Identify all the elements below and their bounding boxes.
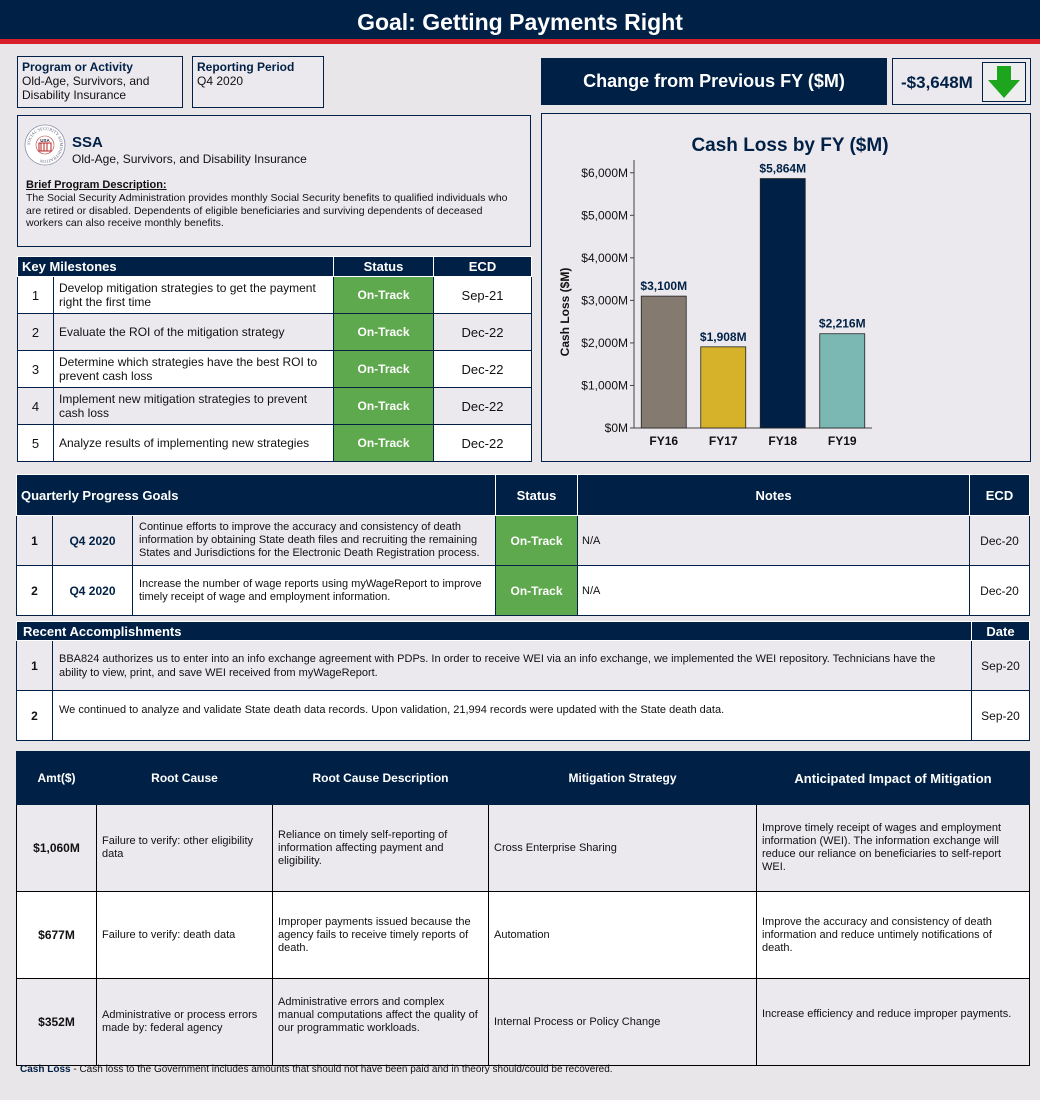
root-cause-description: Administrative errors and complex manual computations affect the quality of our programmatic workloads. [273,979,489,1066]
x-tick-label: FY16 [649,434,679,448]
milestone-number: 3 [18,351,54,388]
quarterly-goals-table [16,474,1030,616]
goal-ecd: Dec-20 [970,516,1030,566]
bar [820,334,865,428]
table-row [17,805,1030,892]
milestone-text: Implement new mitigation strategies to prevent cash loss [54,388,334,425]
description-text: The Social Security Administration provides monthly Social Security benefits to qualified individuals who are retired or disabled. Dependents of eligible beneficiaries and surviving dependents of deceased workers can also receive monthly benefits. [26,192,508,229]
mitigation-strategy-header: Mitigation Strategy [489,752,757,805]
y-tick-label: $2,000M [581,335,628,350]
status-badge: On-Track [496,566,578,616]
svg-text:SOCIAL SECURITY ADMINISTRATION: SOCIAL SECURITY ADMINISTRATION [25,125,65,165]
footnote-term: Cash Loss [20,1064,71,1075]
accomplishment-number: 2 [17,691,53,741]
milestone-ecd: Dec-22 [434,388,532,425]
goal-number: 1 [17,516,53,566]
anticipated-impact: Improve timely receipt of wages and employment information (WEI). The information exchange will reduce our reliance on beneficiaries to self-report WEI. [757,805,1030,892]
status-badge: On-Track [334,277,434,314]
root-cause-amount: $677M [17,892,97,979]
status-badge: On-Track [334,425,434,462]
anticipated-impact: Improve the accuracy and consistency of death information and reduce untimely notifications of death. [757,892,1030,979]
mitigation-strategy: Automation [489,892,757,979]
agency-program: Old-Age, Survivors, and Disability Insurance [72,152,307,166]
agency-name: SSA [72,134,103,151]
milestones-table [17,256,532,462]
change-value: -$3,648M [901,73,973,92]
chart-title: Cash Loss by FY ($M) [691,135,889,156]
status-badge: On-Track [334,351,434,388]
goal-notes: N/A [578,516,970,566]
root-cause: Administrative or process errors made by: federal agency [97,979,273,1066]
cash-loss-chart [542,114,1030,461]
period-label: Reporting Period [197,60,295,74]
quarterly-header: Quarterly Progress Goals [17,475,496,516]
y-tick-label: $1,000M [581,378,628,393]
y-tick-label: $0M [604,421,628,435]
y-tick-label: $6,000M [581,165,628,180]
page-title: Goal: Getting Payments Right [0,0,1040,44]
table-row [18,277,532,314]
status-badge: On-Track [334,388,434,425]
root-cause-table [16,751,1030,1066]
milestone-ecd: Dec-22 [434,314,532,351]
footnote [20,1064,613,1075]
milestone-ecd: Dec-22 [434,351,532,388]
root-cause-description: Reliance on timely self-reporting of information affecting payment and eligibility. [273,805,489,892]
root-cause-amount: $352M [17,979,97,1066]
change-value-box [892,58,1031,105]
goal-number: 2 [17,566,53,616]
milestone-text: Analyze results of implementing new strategies [54,425,334,462]
milestone-number: 2 [18,314,54,351]
footnote-text: - Cash loss to the Government includes amounts that should not have been paid and in theory should/could be recovered. [70,1064,613,1075]
mitigation-strategy: Cross Enterprise Sharing [489,805,757,892]
period-value: Q4 2020 [197,74,244,88]
table-row [17,691,1030,741]
goal-text: Increase the number of wage reports using myWageReport to improve timely receipt of wage and employment information. [133,566,496,616]
milestone-text: Develop mitigation strategies to get the payment right the first time [54,277,334,314]
goal-notes: N/A [578,566,970,616]
milestones-header: Key Milestones [18,257,334,277]
quarterly-status-header: Status [496,475,578,516]
root-cause-description-header: Root Cause Description [273,752,489,805]
bar [641,296,686,428]
root-cause-description: Improper payments issued because the agency fails to receive timely reports of death. [273,892,489,979]
description-label: Brief Program Description: [26,179,167,191]
mitigation-strategy: Internal Process or Policy Change [489,979,757,1066]
milestone-number: 1 [18,277,54,314]
table-row [18,314,532,351]
table-row [17,892,1030,979]
root-cause-header: Root Cause [97,752,273,805]
data-label: $1,908M [699,329,747,344]
x-tick-label: FY17 [708,434,738,448]
status-badge: On-Track [334,314,434,351]
table-row [17,516,1030,566]
program-description-box [17,115,531,247]
accomplishments-date-header: Date [972,622,1030,641]
root-cause: Failure to verify: other eligibility data [97,805,273,892]
anticipated-impact: Increase efficiency and reduce improper payments. [757,979,1030,1066]
bar [760,179,805,428]
down-arrow-icon [982,62,1026,102]
status-badge: On-Track [496,516,578,566]
accomplishments-header: Recent Accomplishments [17,622,972,641]
milestone-ecd: Dec-22 [434,425,532,462]
bar [701,347,746,428]
goal-quarter: Q4 2020 [53,516,133,566]
milestone-text: Evaluate the ROI of the mitigation strategy [54,314,334,351]
data-label: $3,100M [640,279,688,294]
goal-quarter: Q4 2020 [53,566,133,616]
y-tick-label: $3,000M [581,293,628,308]
accomplishment-text: BBA824 authorizes us to enter into an info exchange agreement with PDPs. In order to receive WEI via an info exchange, we implemented the WEI repository. Technicians have the ability to view, print, and save WEI received from myWageReport. [53,641,972,691]
period-box [192,56,324,108]
x-tick-label: FY19 [827,434,857,448]
goal-text: Continue efforts to improve the accuracy and consistency of death information by obtaining State death files and recruiting the remaining States and Jurisdictions for the Electronic Death Registration process. [133,516,496,566]
ssa-seal-logo [24,124,66,166]
program-label: Program or Activity [22,60,133,74]
y-tick-label: $4,000M [581,250,628,265]
y-axis-label: Cash Loss ($M) [558,267,572,357]
milestone-text: Determine which strategies have the best ROI to prevent cash loss [54,351,334,388]
quarterly-notes-header: Notes [578,475,970,516]
table-row [18,425,532,462]
goal-ecd: Dec-20 [970,566,1030,616]
table-row [17,641,1030,691]
table-row [18,388,532,425]
program-value: Old-Age, Survivors, and Disability Insurance [22,74,150,102]
amount-header: Amt($) [17,752,97,805]
program-box [17,56,183,108]
anticipated-impact-header: Anticipated Impact of Mitigation [757,752,1030,805]
change-label: Change from Previous FY ($M) [541,58,887,105]
table-row [17,566,1030,616]
table-row [17,979,1030,1066]
x-tick-label: FY18 [768,434,798,448]
cash-loss-chart-box [541,113,1031,462]
accomplishment-number: 1 [17,641,53,691]
milestone-number: 4 [18,388,54,425]
svg-text:USA: USA [40,138,50,143]
table-row [18,351,532,388]
milestones-status-header: Status [334,257,434,277]
root-cause-amount: $1,060M [17,805,97,892]
quarterly-ecd-header: ECD [970,475,1030,516]
milestones-ecd-header: ECD [434,257,532,277]
data-label: $5,864M [759,161,807,176]
milestone-ecd: Sep-21 [434,277,532,314]
accomplishment-date: Sep-20 [972,691,1030,741]
y-tick-label: $5,000M [581,208,628,223]
accomplishment-text: We continued to analyze and validate State death data records. Upon validation, 21,994 records were updated with the State death data. [53,691,972,741]
accomplishment-date: Sep-20 [972,641,1030,691]
accomplishments-table [16,621,1030,741]
root-cause: Failure to verify: death data [97,892,273,979]
data-label: $2,216M [818,316,866,331]
milestone-number: 5 [18,425,54,462]
